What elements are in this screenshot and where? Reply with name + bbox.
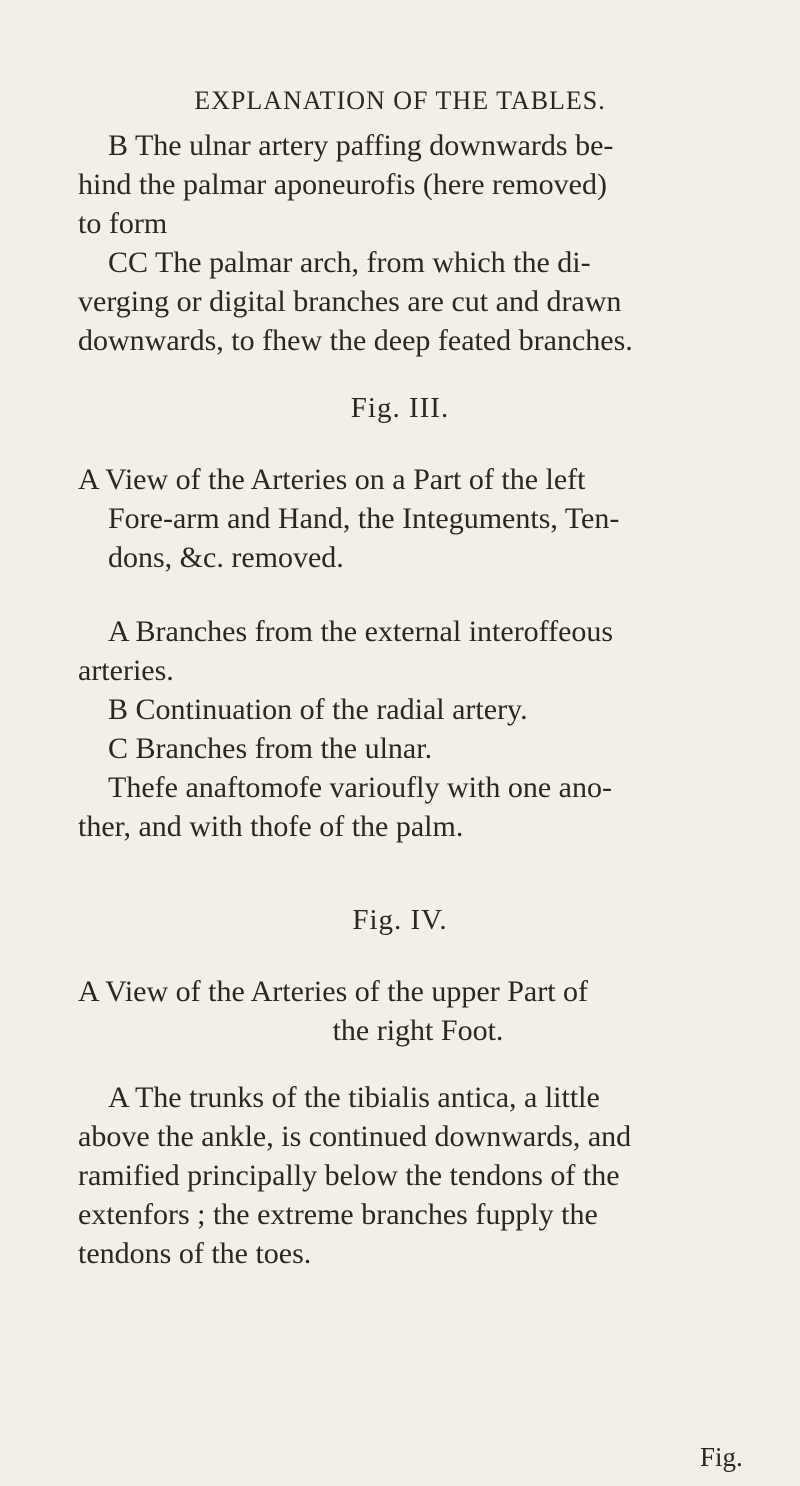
section-ulnar-palmar [78, 126, 758, 360]
text-line: tendons of the toes. [78, 1237, 312, 1270]
text-line: arteries. [78, 654, 174, 687]
text-line: hind the palmar aponeurofis (here removed) [78, 168, 607, 201]
fig4-items [78, 1078, 758, 1273]
text-line: Thefe anaftomofe varioufly with one ano- [108, 771, 612, 804]
caption-line: dons, &c. removed. [108, 541, 344, 574]
running-header: EXPLANATION OF THE TABLES. [194, 86, 606, 115]
text-line: ther, and with thofe of the palm. [78, 810, 464, 843]
text-line: B Continuation of the radial artery. [108, 693, 528, 726]
caption-line: A View of the Arteries on a Part of the left [78, 463, 586, 496]
text-line: CC The palmar arch, from which the di- [108, 246, 591, 279]
text-line: downwards, to fhew the deep feated branches. [78, 324, 633, 357]
text-line: extenfors ; the extreme branches fupply the [78, 1198, 598, 1231]
text-line: to form [78, 207, 168, 240]
text-line: above the ankle, is continued downwards, and [78, 1120, 632, 1153]
text-line: A The trunks of the tibialis antica, a little [108, 1081, 600, 1114]
caption-line: Fore-arm and Hand, the Integuments, Ten- [108, 502, 620, 535]
fig4-caption [78, 972, 758, 1050]
fig4-title: Fig. IV. [352, 904, 448, 936]
caption-line: the right Foot. [332, 1014, 504, 1047]
caption-line: A View of the Arteries of the upper Part of [78, 975, 589, 1008]
catchword: Fig. [700, 1442, 743, 1472]
text-line: A Branches from the external interoffeous [108, 615, 614, 648]
text-line: B The ulnar artery paffing downwards be- [108, 129, 614, 162]
text-line: C Branches from the ulnar. [108, 732, 433, 765]
fig3-title: Fig. III. [350, 392, 450, 424]
fig3-caption [78, 460, 758, 577]
text-line: ramified principally below the tendons of the [78, 1159, 620, 1192]
text-line: verging or digital branches are cut and drawn [78, 285, 622, 318]
fig3-items [78, 612, 758, 846]
